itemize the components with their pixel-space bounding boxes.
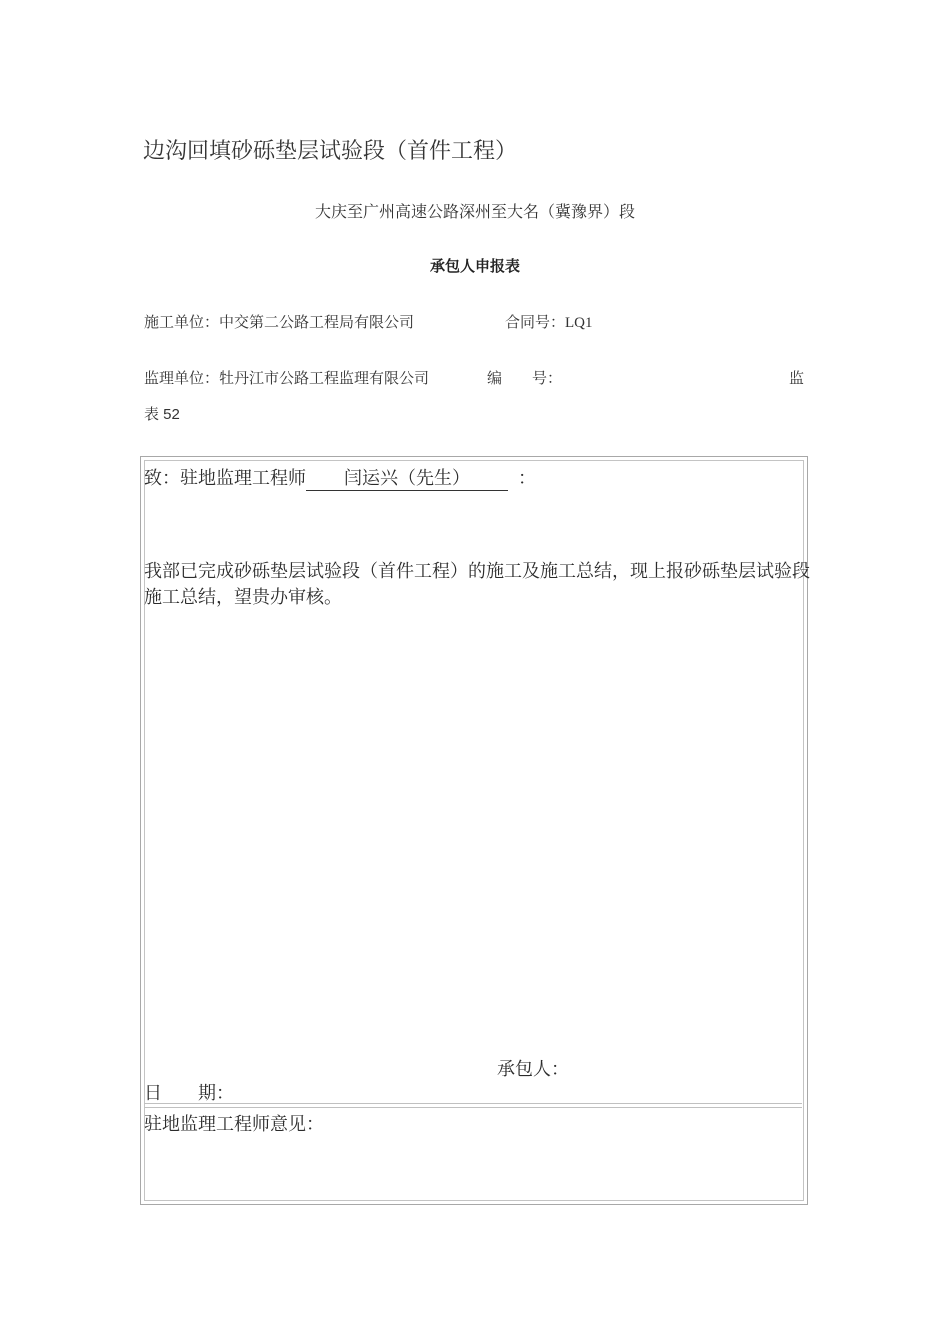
date-label: 日 期： <box>144 1083 234 1103</box>
contractor-unit: 施工单位：中交第二公路工程局有限公司 <box>144 315 415 331</box>
form-name: 承包人申报表 <box>429 259 520 275</box>
report-body: 我部已完成砂砾垫层试验段（首件工程）的施工及施工总结，现上报砂砾垫层试验段施工总结，望贵办审核。 <box>144 561 810 607</box>
engineer-opinion-label: 驻地监理工程师意见： <box>144 1114 324 1134</box>
project-subtitle: 大庆至广州高速公路深州至大名（冀豫界）段 <box>314 204 635 221</box>
supervision-unit: 监理单位：牡丹江市公路工程监理有限公司 <box>144 371 430 387</box>
form-code-part2: 表 52 <box>144 406 180 423</box>
contract-number: 合同号：LQ1 <box>505 315 593 331</box>
contractor-signature-label: 承包人： <box>497 1059 569 1079</box>
form-code-part1: 监 <box>789 371 805 387</box>
addressee-suffix: ： <box>518 468 536 488</box>
addressee-prefix: 致：驻地监理工程师 <box>144 468 306 488</box>
section-divider <box>144 1103 802 1104</box>
serial-number-label: 编 号： <box>487 371 563 387</box>
engineer-name: 闫运兴（先生） <box>306 464 508 491</box>
section-divider-double <box>144 1107 802 1108</box>
addressee-line <box>144 464 536 491</box>
document-title: 边沟回填砂砾垫层试验段（首件工程） <box>143 138 518 163</box>
